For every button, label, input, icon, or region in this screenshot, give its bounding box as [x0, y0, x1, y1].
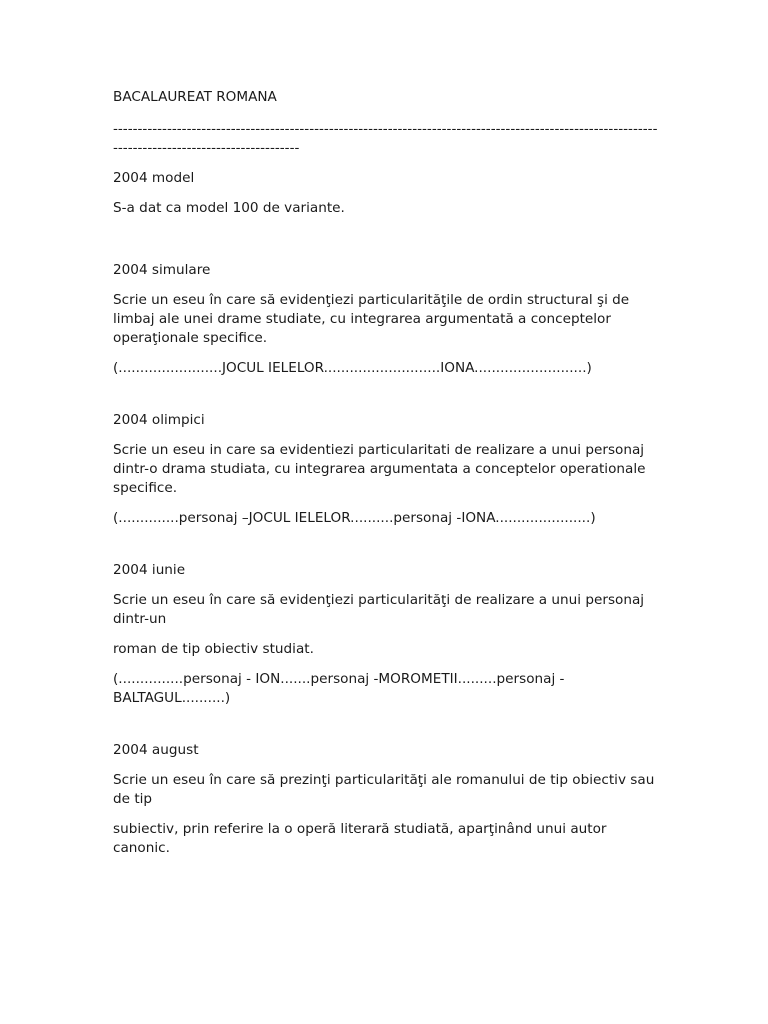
section-paragraph: Scrie un eseu in care sa evidentiezi particularitati de realizare a unui personaj dintr-o drama studiata, cu integrarea argumentata a conceptelor operationale specifice. — [113, 442, 646, 496]
section-heading: 2004 model — [113, 170, 195, 186]
document-title: BACALAUREAT ROMANA — [113, 89, 277, 105]
section-paragraph: Scrie un eseu în care să evidenţiezi particularităţile de ordin structural şi de limbaj ale unei drame studiate, cu integrarea argumentată a conceptelor operaţionale specifice. — [113, 292, 630, 346]
section-paragraph: S-a dat ca model 100 de variante. — [113, 200, 345, 216]
section-simulare — [113, 261, 658, 378]
section-heading: 2004 august — [113, 742, 199, 758]
section-paragraph: (..............personaj –JOCUL IELELOR..........personaj -IONA......................) — [113, 510, 596, 526]
section-paragraph: Scrie un eseu în care să evidenţiezi particularităţi de realizare a unui personaj dintr-un — [113, 592, 645, 627]
section-heading: 2004 simulare — [113, 262, 211, 278]
section-heading: 2004 iunie — [113, 562, 186, 578]
section-olimpici — [113, 411, 658, 528]
document-page — [113, 88, 658, 891]
section-paragraph: subiectiv, prin referire la o operă literară studiată, aparţinând unui autor canonic. — [113, 821, 607, 856]
section-paragraph: (........................JOCUL IELELOR...........................IONA..........................) — [113, 360, 592, 376]
section-heading: 2004 olimpici — [113, 412, 205, 428]
section-paragraph: (...............personaj - ION.......personaj -MOROMETII.........personaj -BALTAGUL..........) — [113, 671, 565, 706]
section-paragraph: roman de tip obiectiv studiat. — [113, 641, 314, 657]
section-model — [113, 169, 658, 218]
section-august — [113, 741, 658, 858]
section-iunie — [113, 561, 658, 708]
separator-line: ----------------------------------------------------------------------------------------------------------------------------------------------------- — [113, 121, 658, 156]
section-paragraph: Scrie un eseu în care să prezinţi particularităţi ale romanului de tip obiectiv sau de tip — [113, 772, 655, 807]
